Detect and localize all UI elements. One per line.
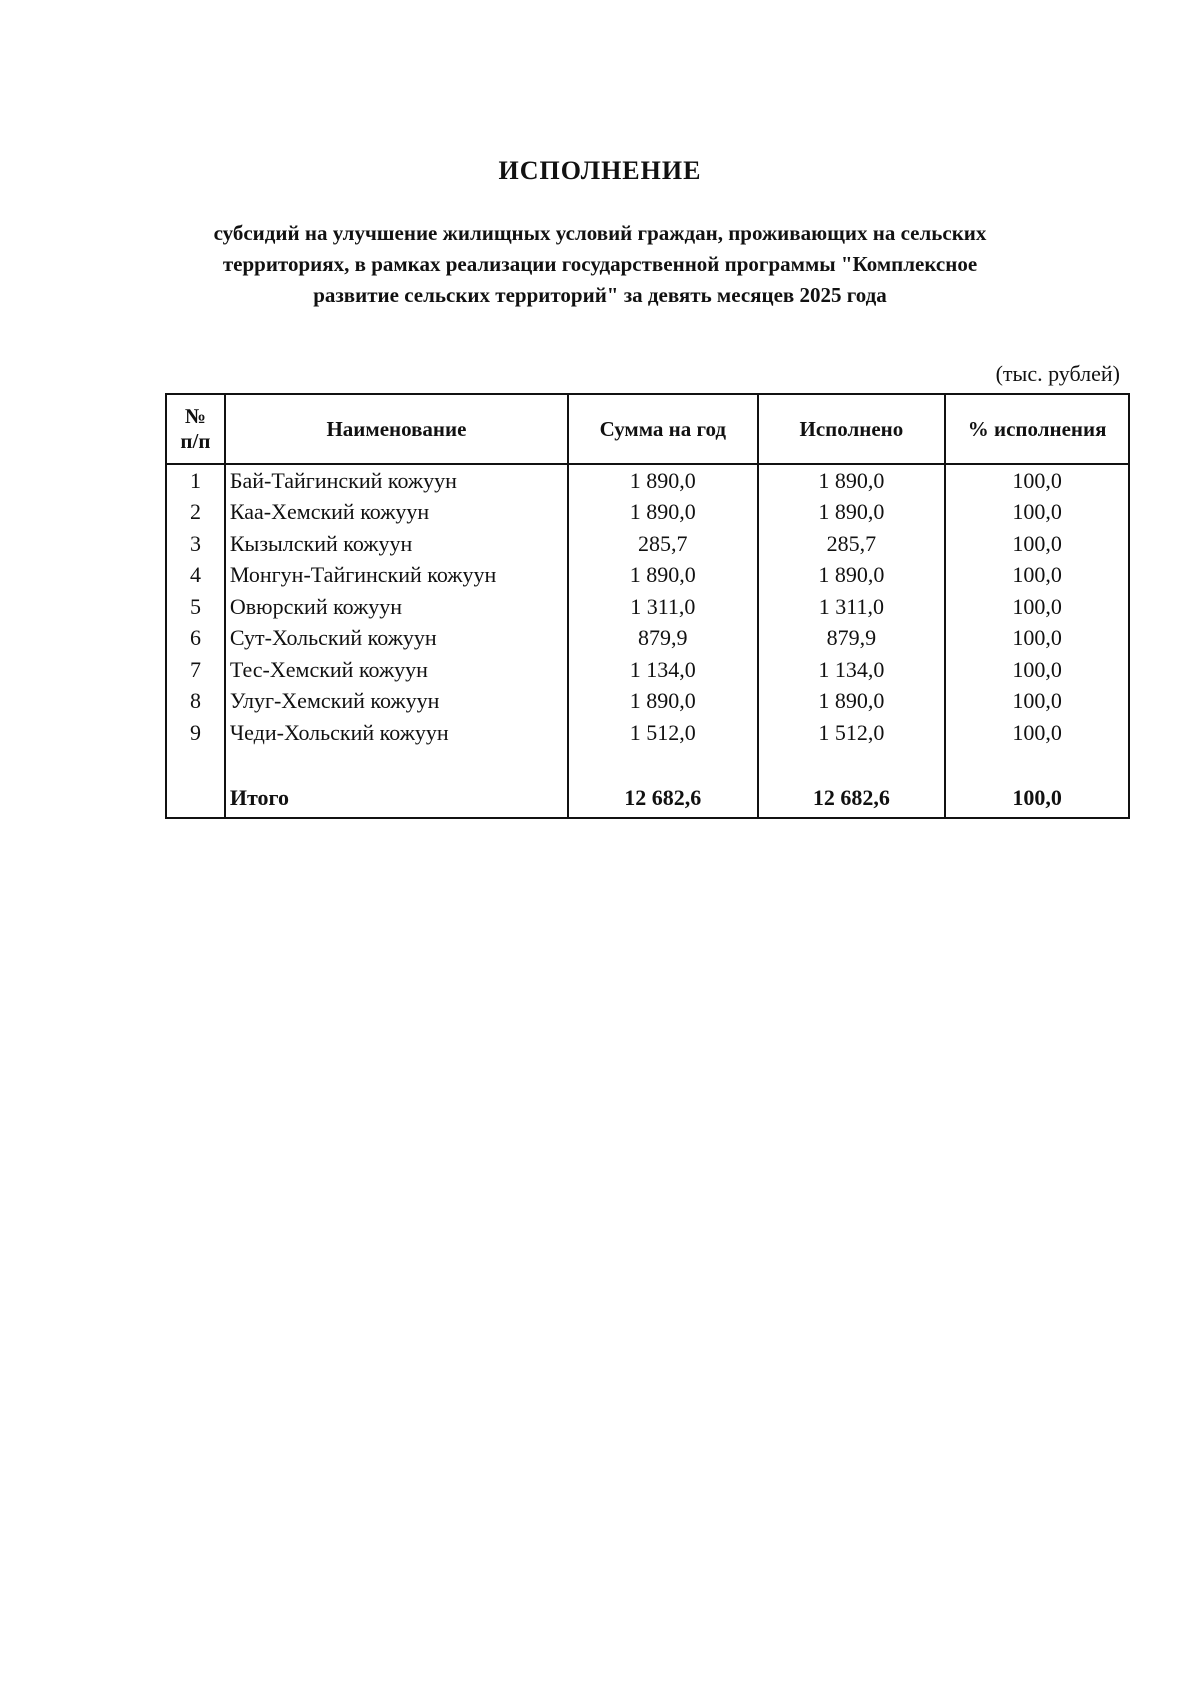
subtitle-line: субсидий на улучшение жилищных условий граждан, проживающих на сельских — [213, 221, 987, 245]
subtitle-line: развитие сельских территорий" за девять месяцев 2025 года — [313, 283, 887, 307]
row-percent: 100,0 — [945, 528, 1129, 560]
total-number-cell — [166, 779, 225, 818]
total-percent: 100,0 — [945, 779, 1129, 818]
header-number-symbol: № — [184, 404, 206, 428]
row-name: Тес-Хемский кожуун — [225, 654, 568, 686]
row-annual-sum: 285,7 — [568, 528, 758, 560]
total-label: Итого — [225, 779, 568, 818]
table-row — [166, 686, 1129, 718]
header-number — [166, 394, 225, 464]
row-executed: 1 890,0 — [758, 686, 946, 718]
row-percent: 100,0 — [945, 623, 1129, 655]
row-percent: 100,0 — [945, 686, 1129, 718]
row-number: 4 — [166, 560, 225, 592]
execution-table — [165, 393, 1130, 819]
row-percent: 100,0 — [945, 654, 1129, 686]
header-annual-sum: Сумма на год — [568, 394, 758, 464]
row-executed: 1 512,0 — [758, 717, 946, 749]
row-annual-sum: 879,9 — [568, 623, 758, 655]
header-name: Наименование — [225, 394, 568, 464]
spacer-cell — [758, 749, 946, 779]
row-executed: 1 890,0 — [758, 560, 946, 592]
row-number: 6 — [166, 623, 225, 655]
row-annual-sum: 1 890,0 — [568, 560, 758, 592]
row-number: 1 — [166, 464, 225, 497]
header-executed: Исполнено — [758, 394, 946, 464]
row-executed: 285,7 — [758, 528, 946, 560]
row-annual-sum: 1 134,0 — [568, 654, 758, 686]
row-name: Овюрский кожуун — [225, 591, 568, 623]
row-name: Чеди-Хольский кожуун — [225, 717, 568, 749]
row-annual-sum: 1 512,0 — [568, 717, 758, 749]
row-executed: 879,9 — [758, 623, 946, 655]
row-percent: 100,0 — [945, 560, 1129, 592]
row-number: 9 — [166, 717, 225, 749]
table-row — [166, 654, 1129, 686]
spacer-cell — [568, 749, 758, 779]
row-name: Монгун-Тайгинский кожуун — [225, 560, 568, 592]
row-executed: 1 890,0 — [758, 497, 946, 529]
row-executed: 1 134,0 — [758, 654, 946, 686]
table-row — [166, 464, 1129, 497]
total-executed: 12 682,6 — [758, 779, 946, 818]
row-name: Кызылский кожуун — [225, 528, 568, 560]
row-name: Бай-Тайгинский кожуун — [225, 464, 568, 497]
spacer-cell — [225, 749, 568, 779]
spacer-cell — [166, 749, 225, 779]
row-annual-sum: 1 890,0 — [568, 686, 758, 718]
page-subtitle — [160, 218, 1040, 311]
table-spacer-row — [166, 749, 1129, 779]
row-annual-sum: 1 890,0 — [568, 497, 758, 529]
row-name: Каа-Хемский кожуун — [225, 497, 568, 529]
row-executed: 1 890,0 — [758, 464, 946, 497]
row-number: 5 — [166, 591, 225, 623]
table-row — [166, 528, 1129, 560]
header-number-abbr: п/п — [180, 429, 211, 453]
row-annual-sum: 1 311,0 — [568, 591, 758, 623]
units-label: (тыс. рублей) — [995, 361, 1120, 386]
total-annual-sum: 12 682,6 — [568, 779, 758, 818]
table-row — [166, 591, 1129, 623]
subtitle-line: территориях, в рамках реализации государственной программы "Комплексное — [222, 252, 978, 276]
row-executed: 1 311,0 — [758, 591, 946, 623]
row-number: 2 — [166, 497, 225, 529]
table-row — [166, 623, 1129, 655]
row-number: 7 — [166, 654, 225, 686]
row-percent: 100,0 — [945, 591, 1129, 623]
header-execution-percent: % исполнения — [945, 394, 1129, 464]
page-title: ИСПОЛНЕНИЕ — [498, 156, 702, 185]
table-header-row — [166, 394, 1129, 464]
row-number: 8 — [166, 686, 225, 718]
table-row — [166, 497, 1129, 529]
row-name: Улуг-Хемский кожуун — [225, 686, 568, 718]
table-total-row — [166, 779, 1129, 818]
table-row — [166, 717, 1129, 749]
row-number: 3 — [166, 528, 225, 560]
row-percent: 100,0 — [945, 464, 1129, 497]
row-percent: 100,0 — [945, 717, 1129, 749]
row-annual-sum: 1 890,0 — [568, 464, 758, 497]
spacer-cell — [945, 749, 1129, 779]
row-percent: 100,0 — [945, 497, 1129, 529]
table-row — [166, 560, 1129, 592]
row-name: Сут-Хольский кожуун — [225, 623, 568, 655]
